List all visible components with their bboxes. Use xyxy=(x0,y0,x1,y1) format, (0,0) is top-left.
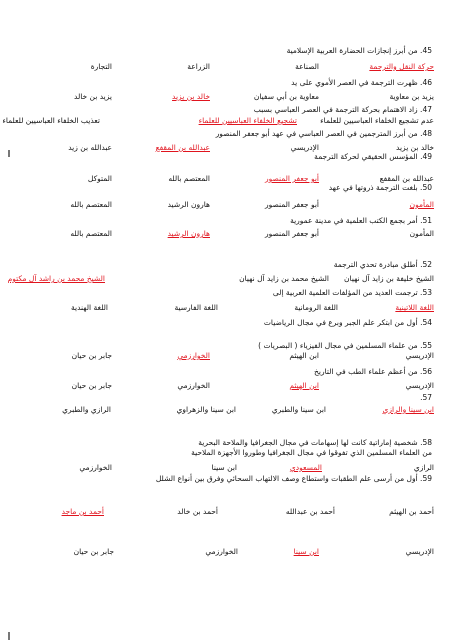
question-line xyxy=(0,44,465,58)
answer-option: معاوية بن أبي سفيان xyxy=(253,92,319,101)
answer-option: ابن سينا والزهراوي xyxy=(176,405,236,414)
correct-answer-option: خالد بن يزيد xyxy=(172,92,210,101)
question-text: 52. أطلق مبادرة تحدي الترجمة xyxy=(333,260,432,269)
answer-option: أبو جعفر المنصور xyxy=(265,200,319,209)
question-text: 58. شخصية إماراتية كانت لها إسهامات في مجال الجغرافيا والملاحة البحرية xyxy=(198,438,432,447)
correct-answer-option: المسعودي xyxy=(289,463,322,472)
options-row xyxy=(0,198,465,212)
question-text: 50. بلغت الترجمة ذروتها في عهد xyxy=(328,183,432,192)
question-line xyxy=(0,316,465,330)
question-text: 55. من علماء المسلمين في مجال الفيزياء ( البصريات ) xyxy=(258,341,432,350)
options-row xyxy=(0,301,465,315)
answer-option: المأمون xyxy=(409,229,434,238)
answer-option: المعتصم بالله xyxy=(70,200,112,209)
answer-option: الإدريسي xyxy=(290,143,319,152)
answer-option: جابر بن حيان xyxy=(71,381,112,390)
answer-option: عبدالله بن المقفع xyxy=(379,174,434,183)
correct-answer-option: أبو جعفر المنصور xyxy=(265,174,319,183)
correct-answer-option: الخوارزمي xyxy=(177,351,210,360)
answer-option: الإدريسي xyxy=(405,381,434,390)
answer-option: الزراعة xyxy=(187,62,210,71)
answer-option: جابر بن حيان xyxy=(71,351,112,360)
answer-option: اللغة الهندية xyxy=(70,303,108,312)
answer-option: الخوارزمي xyxy=(205,547,238,556)
answer-option: أحمد بن الهيثم xyxy=(389,507,434,516)
answer-option: ابن سينا والطبري xyxy=(271,405,326,414)
answer-option: أحمد بن خالد xyxy=(177,507,218,516)
scan-edge-mark xyxy=(8,150,10,157)
answer-option: يزيد بن معاوية xyxy=(389,92,434,101)
answer-option: ابن الهيثم xyxy=(289,351,319,360)
answer-option: أبو جعفر المنصور xyxy=(265,229,319,238)
answer-option: الشيخ محمد بن زايد آل نهيان xyxy=(239,274,329,283)
answer-option: هارون الرشيد xyxy=(167,200,210,209)
answer-option: الرازي والطبري xyxy=(62,405,111,414)
answer-option: يزيد بن خالد xyxy=(74,92,112,101)
question-text: 49. المؤسس الحقيقي لحركة الترجمة xyxy=(314,152,432,161)
correct-answer-option: ابن سينا xyxy=(293,547,319,556)
answer-option: الرازي xyxy=(413,463,434,472)
answer-option: عبدالله بن زيد xyxy=(68,143,112,152)
correct-answer-option: اللغة اللاتينية xyxy=(395,303,434,312)
question-text: من العلماء المسلمين الذي تفوقوا في مجال الجغرافيا وطوروا الأجهزة الملاحية xyxy=(191,448,432,457)
question-line xyxy=(0,214,465,228)
question-line xyxy=(0,286,465,300)
question-text: 46. ظهرت الترجمة في العصر الأموي على يد xyxy=(291,78,432,87)
correct-answer-option: حركة النقل والترجمة xyxy=(369,62,434,71)
answer-option: الإدريسي xyxy=(405,351,434,360)
question-line xyxy=(0,127,465,141)
answer-option: الشيخ خليفة بن زايد آل نهيان xyxy=(344,274,434,283)
correct-answer-option: المأمون xyxy=(409,200,434,209)
answer-option: اللغة الرومانية xyxy=(294,303,338,312)
answer-option: الصناعة xyxy=(295,62,319,71)
answer-option: المعتصم بالله xyxy=(70,229,112,238)
question-text: 48. من أبرز المترجمين في العصر العباسي في عهد أبو جعفر المنصور xyxy=(215,129,432,138)
options-row xyxy=(0,545,465,559)
options-row xyxy=(0,114,465,128)
question-line xyxy=(0,436,465,450)
options-row xyxy=(0,90,465,104)
scan-edge-mark xyxy=(8,632,10,640)
answer-option: خالد بن يزيد xyxy=(396,143,434,152)
answer-option: الخوارزمي xyxy=(79,463,112,472)
question-line xyxy=(0,391,465,405)
correct-answer-option: تشجيع الخلفاء العباسيين للعلماء xyxy=(198,116,297,125)
question-text: 51. أمر بجمع الكتب العلمية في مدينة عمورية xyxy=(290,216,432,225)
question-line xyxy=(0,76,465,90)
options-row xyxy=(0,272,465,286)
question-text: 47. زاد الاهتمام بحركة الترجمة في العصر العباسي بسبب xyxy=(253,105,432,114)
answer-option: المتوكل xyxy=(87,174,112,183)
question-line xyxy=(0,150,465,164)
answer-option: جابر بن حيان xyxy=(73,547,114,556)
correct-answer-option: الشيخ محمد بن راشد آل مكتوم xyxy=(7,274,105,283)
correct-answer-option: ابن سينا والرازي xyxy=(382,405,434,414)
options-row xyxy=(0,227,465,241)
question-text: 45. من أبرز إنجازات الحضارة العربية الإسلامية xyxy=(286,46,432,55)
options-row xyxy=(0,60,465,74)
question-text: 53. ترجمت العديد من المؤلفات العلمية العربية إلى xyxy=(272,288,432,297)
answer-option: الخوارزمي xyxy=(177,381,210,390)
correct-answer-option: هارون الرشيد xyxy=(167,229,210,238)
answer-option: ابن سينا xyxy=(211,463,237,472)
answer-option: تعذيب الخلفاء العباسيين للعلماء xyxy=(2,116,100,125)
question-line xyxy=(0,365,465,379)
question-line xyxy=(0,181,465,195)
answer-option: اللغة الفارسية xyxy=(174,303,218,312)
answer-option: الإدريسي xyxy=(405,547,434,556)
question-text: 57. xyxy=(420,393,432,402)
question-line xyxy=(0,258,465,272)
question-line xyxy=(0,339,465,353)
question-line xyxy=(0,472,465,486)
answer-option: التجارة xyxy=(90,62,112,71)
correct-answer-option: أحمد بن ماجد xyxy=(61,507,104,516)
question-text: 54. أول من ابتكر علم الجبر وبرع في مجال الرياضيات xyxy=(263,318,432,327)
correct-answer-option: ابن الهيثم xyxy=(289,381,319,390)
answer-option: عدم تشجيع الخلفاء العباسيين للعلماء xyxy=(320,116,434,125)
question-text: 59. أول من أرسى علم الطقبات واستطاع وصف الالتهاب السحائي وفرق بين أنواع الشلل xyxy=(155,474,432,483)
correct-answer-option: عبدالله بن المقفع xyxy=(155,143,210,152)
options-row xyxy=(0,505,465,519)
options-row xyxy=(0,403,465,417)
answer-option: أحمد بن عبدالله xyxy=(285,507,335,516)
answer-option: المعتصم بالله xyxy=(168,174,210,183)
question-text: 56. من أعظم علماء الطب في التاريخ xyxy=(314,367,432,376)
